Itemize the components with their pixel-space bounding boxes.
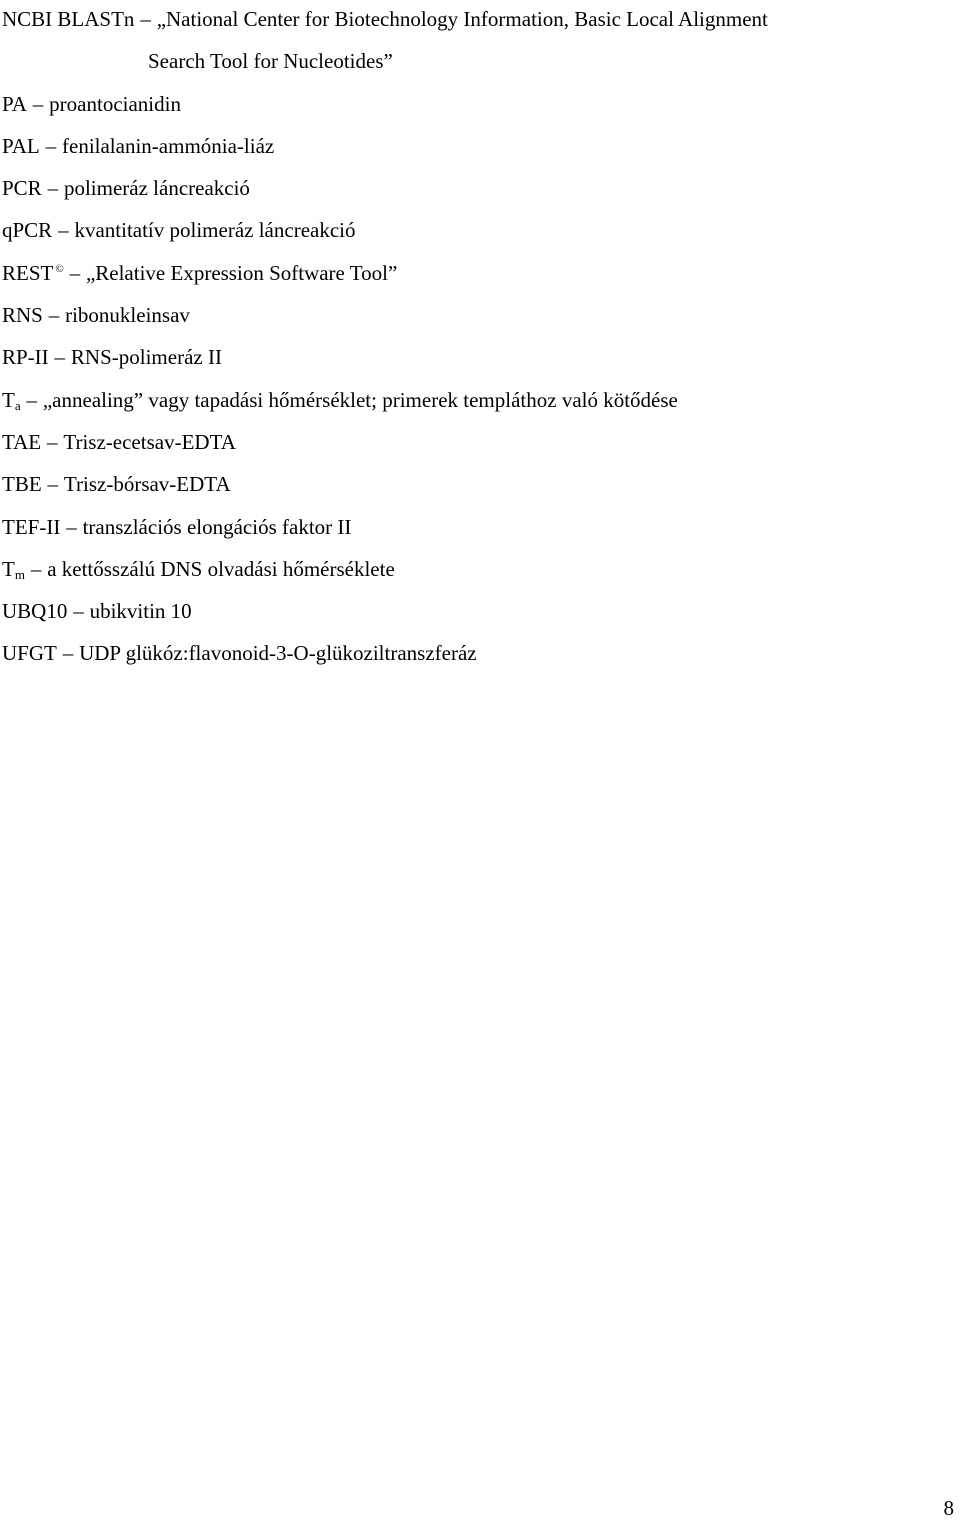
list-item — [2, 463, 952, 505]
definition: proantocianidin — [49, 91, 181, 116]
list-item — [2, 0, 952, 83]
abbreviation: T — [2, 556, 15, 581]
list-item — [2, 590, 952, 632]
list-item — [2, 252, 952, 294]
definition: Trisz-ecetsav-EDTA — [63, 429, 236, 454]
abbreviation: PA — [2, 91, 27, 116]
dash: – — [73, 599, 84, 624]
page-number: 8 — [943, 1496, 954, 1520]
definition: „annealing” vagy tapadási hőmérséklet; primerek templáthoz való kötődése — [42, 387, 678, 412]
abbreviation: RNS — [2, 303, 43, 328]
dash: – — [47, 429, 58, 454]
definition: polimeráz láncreakció — [63, 176, 250, 201]
list-item — [2, 209, 952, 251]
definition: „Relative Expression Software Tool” — [85, 260, 398, 285]
abbreviation: TBE — [2, 472, 42, 497]
dash: – — [48, 303, 60, 328]
definition: UDP glükóz:flavonoid-3-O-glükoziltranszferáz — [79, 641, 477, 666]
abbreviation-subscript: a — [14, 397, 21, 413]
list-item — [2, 379, 952, 421]
dash: – — [66, 514, 77, 539]
definition: ribonukleinsav — [65, 303, 190, 328]
dash: – — [69, 260, 81, 285]
abbreviation: PCR — [2, 176, 42, 201]
abbreviation: RP-II — [2, 345, 49, 370]
dash: – — [58, 218, 69, 243]
definition: a kettősszálú DNS olvadási hőmérséklete — [47, 556, 395, 581]
dash: – — [54, 345, 66, 370]
dash: – — [47, 472, 59, 497]
abbreviation: UBQ10 — [2, 599, 68, 624]
abbreviation: PAL — [2, 133, 40, 158]
abbreviation-subscript: m — [14, 566, 25, 582]
dash: – — [62, 641, 74, 666]
dash: – — [140, 7, 151, 31]
list-item — [2, 421, 952, 463]
list-item — [2, 83, 952, 125]
dash: – — [30, 556, 42, 581]
dash: – — [45, 133, 57, 158]
dash: – — [47, 176, 59, 201]
list-item — [2, 506, 952, 548]
list-item — [2, 632, 952, 674]
list-item — [2, 294, 952, 336]
abbreviation: TEF-II — [2, 514, 61, 539]
abbreviation: qPCR — [2, 218, 53, 243]
definition: transzlációs elongációs faktor II — [82, 514, 352, 539]
list-item — [2, 125, 952, 167]
list-item — [2, 548, 952, 590]
abbreviation: REST — [2, 260, 54, 285]
dash: – — [32, 91, 44, 116]
list-item — [2, 167, 952, 209]
definition: RNS-polimeráz II — [70, 345, 222, 370]
list-item — [2, 336, 952, 378]
abbreviation: UFGT — [2, 641, 57, 666]
abbreviation: NCBI BLASTn — [2, 7, 135, 31]
definition: ubikvitin 10 — [89, 599, 192, 624]
dash: – — [26, 387, 37, 412]
copyright-mark: © — [55, 262, 64, 275]
definition: Trisz-bórsav-EDTA — [63, 472, 231, 497]
definition: fenilalanin-ammónia-liáz — [62, 133, 275, 158]
definition: „National Center for Biotechnology Information, Basic Local Alignment — [156, 7, 768, 31]
abbreviation: TAE — [2, 429, 42, 454]
definition: kvantitatív polimeráz láncreakció — [74, 218, 356, 243]
abbreviation: T — [2, 387, 15, 412]
abbreviation-list — [2, 0, 952, 675]
definition-continuation: Search Tool for Nucleotides” — [148, 49, 393, 74]
